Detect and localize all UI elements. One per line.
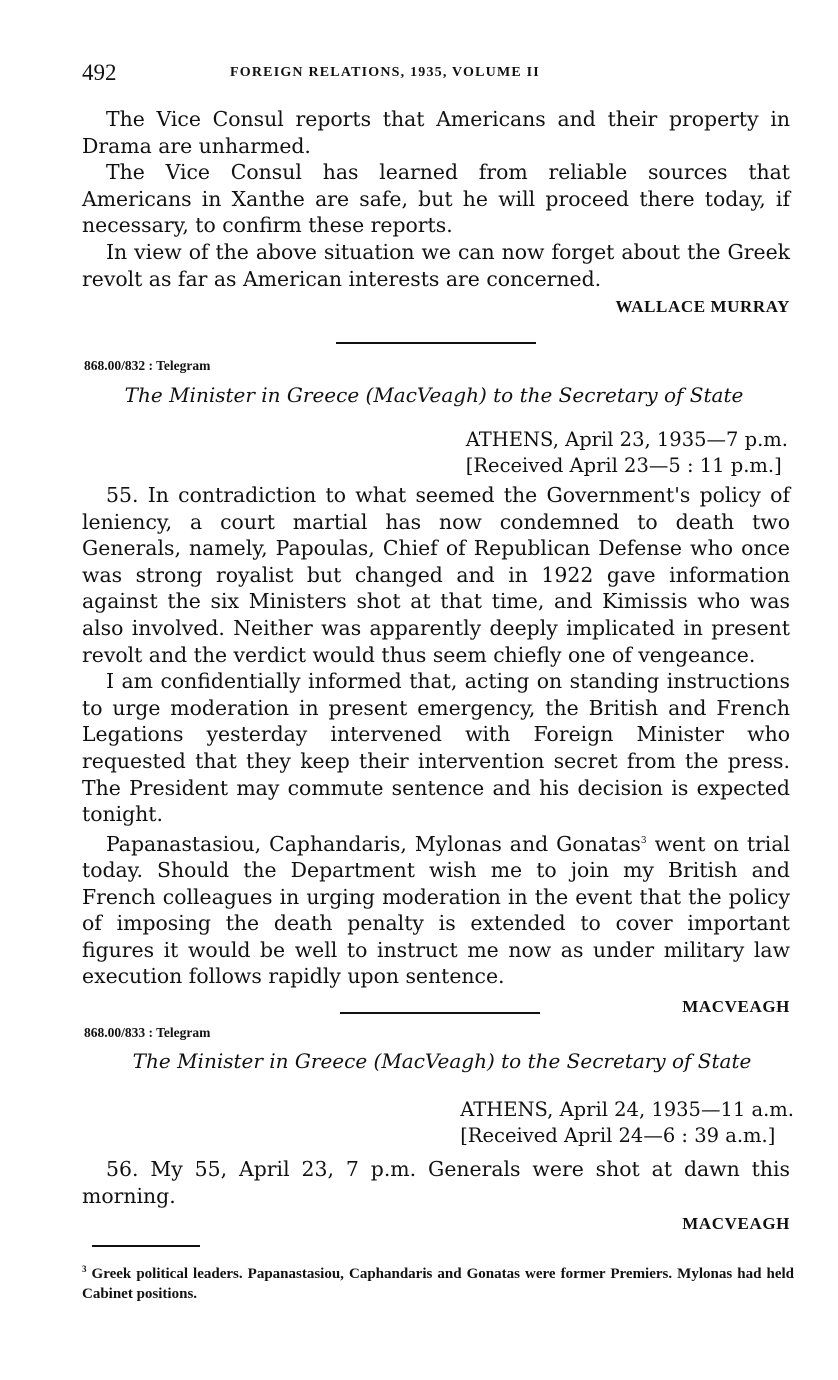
dateline-block — [460, 1097, 794, 1149]
telegram-55-body — [82, 482, 790, 1021]
section-divider — [336, 342, 536, 344]
document-heading: The Minister in Greece (MacVeagh) to the Secretary of State — [132, 1049, 752, 1073]
paragraph-start: Papanastasiou, Caphandaris, Mylonas and Gonatas — [106, 831, 641, 856]
running-header — [82, 60, 782, 92]
paragraph — [82, 828, 790, 990]
dateline-block — [466, 427, 788, 479]
file-reference: 868.00/833 : Telegram — [84, 1025, 211, 1040]
dateline: ATHENS, April 23, 1935—7 p.m. — [465, 428, 788, 451]
signature: MACVEAGH — [682, 997, 790, 1017]
running-title: FOREIGN RELATIONS, 1935, VOLUME II — [230, 65, 540, 80]
dateline: ATHENS, April 24, 1935—11 a.m. — [460, 1098, 794, 1121]
footnote-text: Greek political leaders. Papanastasiou, Caphandaris and Gonatas were former Premiers. Mylonas had held Cabinet positions. — [82, 1266, 794, 1302]
paragraph: In view of the above situation we can now forget about the Greek revolt as far as American interests are concerned. — [82, 239, 790, 291]
footnote-rule — [92, 1245, 200, 1247]
section-divider — [340, 1012, 540, 1014]
received-line: [Received April 23—5 : 11 p.m.] — [465, 454, 782, 477]
signature: WALLACE MURRAY — [615, 297, 790, 317]
page-number: 492 — [82, 60, 117, 85]
paragraph: 56. My 55, April 23, 7 p.m. Generals were shot at dawn this morning. — [82, 1157, 790, 1208]
footnote-marker: 3 — [640, 835, 647, 846]
signature: MACVEAGH — [682, 1214, 790, 1234]
paragraph: 55. In contradiction to what seemed the Government's policy of leniency, a court martial has now condemned to death two Generals, namely, Papoulas, Chief of Republican Defense who once was strong royalist but changed and in 1922 gave information against the six Ministers shot at that time, and Kimissis who was also involved. Neither was apparently deeply implicated in present revolt and the verdict would thus seem chiefly one of vengeance. — [82, 483, 790, 667]
paragraph-rest: went on trial today. Should the Department wish me to join my British and French colleagues in urging moderation in the event that the policy of imposing the death penalty is extended to cover important figures it would be well to instruct me now as under military law execution follows rapidly upon sentence. — [82, 831, 790, 989]
file-reference: 868.00/832 : Telegram — [84, 358, 211, 373]
footnote — [82, 1259, 794, 1304]
document-heading: The Minister in Greece (MacVeagh) to the Secretary of State — [124, 383, 744, 407]
section-murray-memo — [82, 106, 790, 321]
paragraph: I am confidentially informed that, acting on standing instructions to urge moderation in present emergency, the British and French Legations yesterday intervened with Foreign Minister who requested that they keep their intervention secret from the press. The President may commute sentence and his decision is expected tonight. — [82, 669, 790, 827]
footnote-marker: 3 — [82, 1264, 87, 1274]
paragraph: The Vice Consul reports that Americans and their property in Drama are unharmed. — [82, 107, 790, 158]
paragraph: The Vice Consul has learned from reliable sources that Americans in Xanthe are safe, but he will proceed there today, if necessary, to confirm these reports. — [82, 160, 790, 238]
received-line: [Received April 24—6 : 39 a.m.] — [460, 1124, 776, 1147]
telegram-56-body — [82, 1156, 790, 1238]
